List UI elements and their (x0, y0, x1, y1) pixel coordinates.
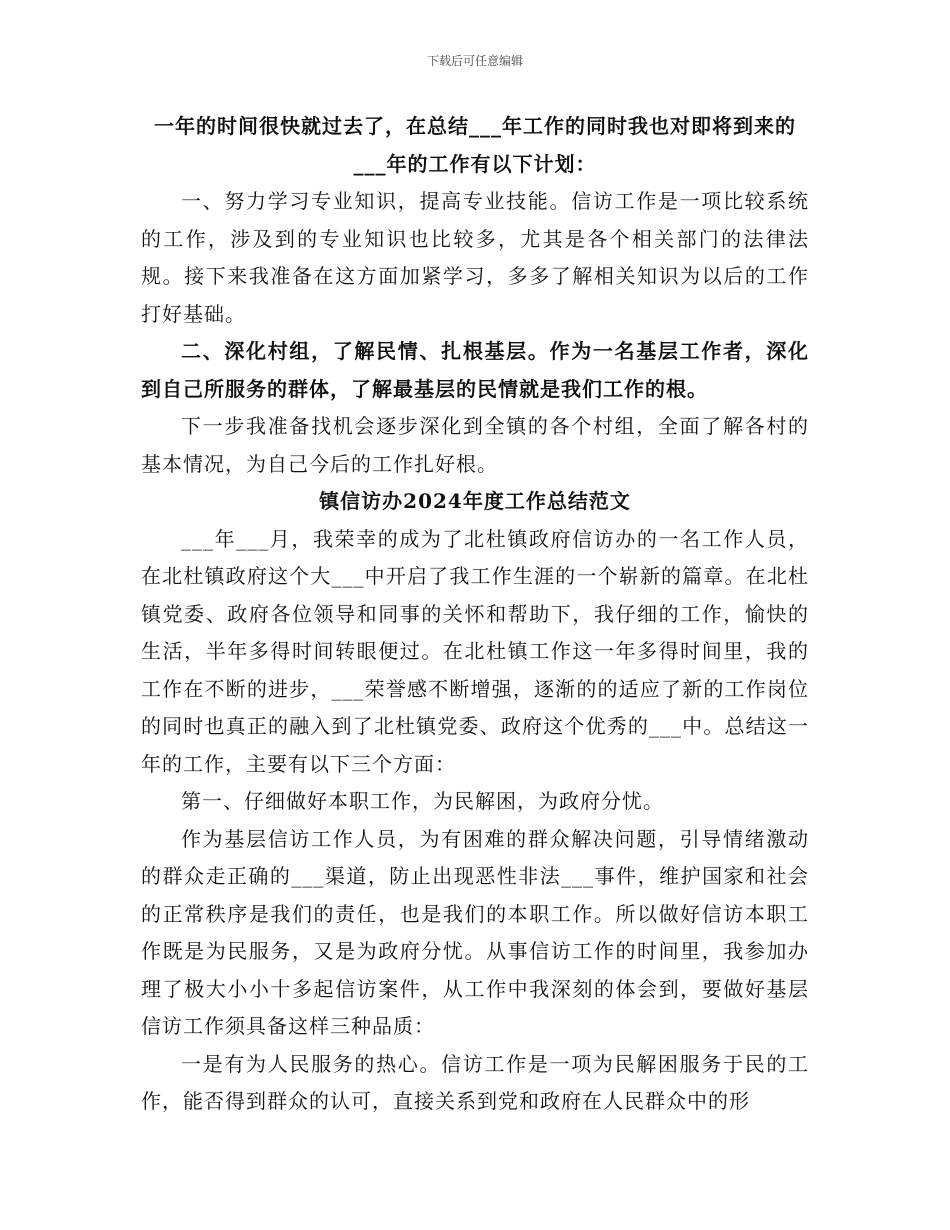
paragraph-summary-intro: ___年___月，我荣幸的成为了北杜镇政府信访办的一名工作人员，在北杜镇政府这个大___中开启了我工作生涯的一个崭新的篇章。在北杜镇党委、政府各位领导和同事的关怀和帮助下，我仔细的工作，愉快的生活，半年多得时间转眼便过。在北杜镇工作这一年多得时间里，我的工作在不断的进步，___荣誉感不断增强，逐渐的的适应了新的工作岗位的同时也真正的融入到了北杜镇党委、政府这个优秀的___中。总结这一年的工作，主要有以下三个方面： (141, 526, 809, 776)
paragraph-point-one-detail: 作为基层信访工作人员，为有困难的群众解决问题，引导情绪激动的群众走正确的___渠道，防止出现恶性非法___事件，维护国家和社会的正常秩序是我们的责任，也是我们的本职工作。所以做好信访本职工作既是为民服务，又是为政府分忧。从事信访工作的时间里，我参加办理了极大小小十多起信访案件，从工作中我深刻的体会到，要做好基层信访工作须具备这样三种品质： (141, 826, 809, 1038)
paragraph-plan-one: 一、努力学习专业知识，提高专业技能。信访工作是一项比较系统的工作，涉及到的专业知识也比较多，尤其是各个相关部门的法律法规。接下来我准备在这方面加紧学习，多多了解相关知识为以后的工作打好基础。 (141, 189, 809, 326)
paragraph-point-one: 第一、仔细做好本职工作，为民解困，为政府分忧。 (181, 789, 664, 813)
paragraph-plan-two: 二、深化村组，了解民情、扎根基层。作为一名基层工作者，深化到自己所服务的群体，了解最基层的民情就是我们工作的根。 (141, 339, 809, 401)
document-body (141, 108, 809, 1121)
section-title: 镇信访办2024年度工作总结范文 (319, 489, 631, 513)
paragraph-quality-one: 一是有为人民服务的热心。信访工作是一项为民解困服务于民的工作，能否得到群众的认可，直接关系到党和政府在人民群众中的形 (141, 1051, 809, 1113)
page-header: 下载后可任意编辑 (426, 54, 523, 68)
paragraph-plan-intro: 一年的时间很快就过去了，在总结___年工作的同时我也对即将到来的___年的工作有以下计划： (154, 114, 796, 176)
paragraph-plan-two-detail: 下一步我准备找机会逐步深化到全镇的各个村组，全面了解各村的基本情况，为自己今后的工作扎好根。 (141, 414, 809, 476)
